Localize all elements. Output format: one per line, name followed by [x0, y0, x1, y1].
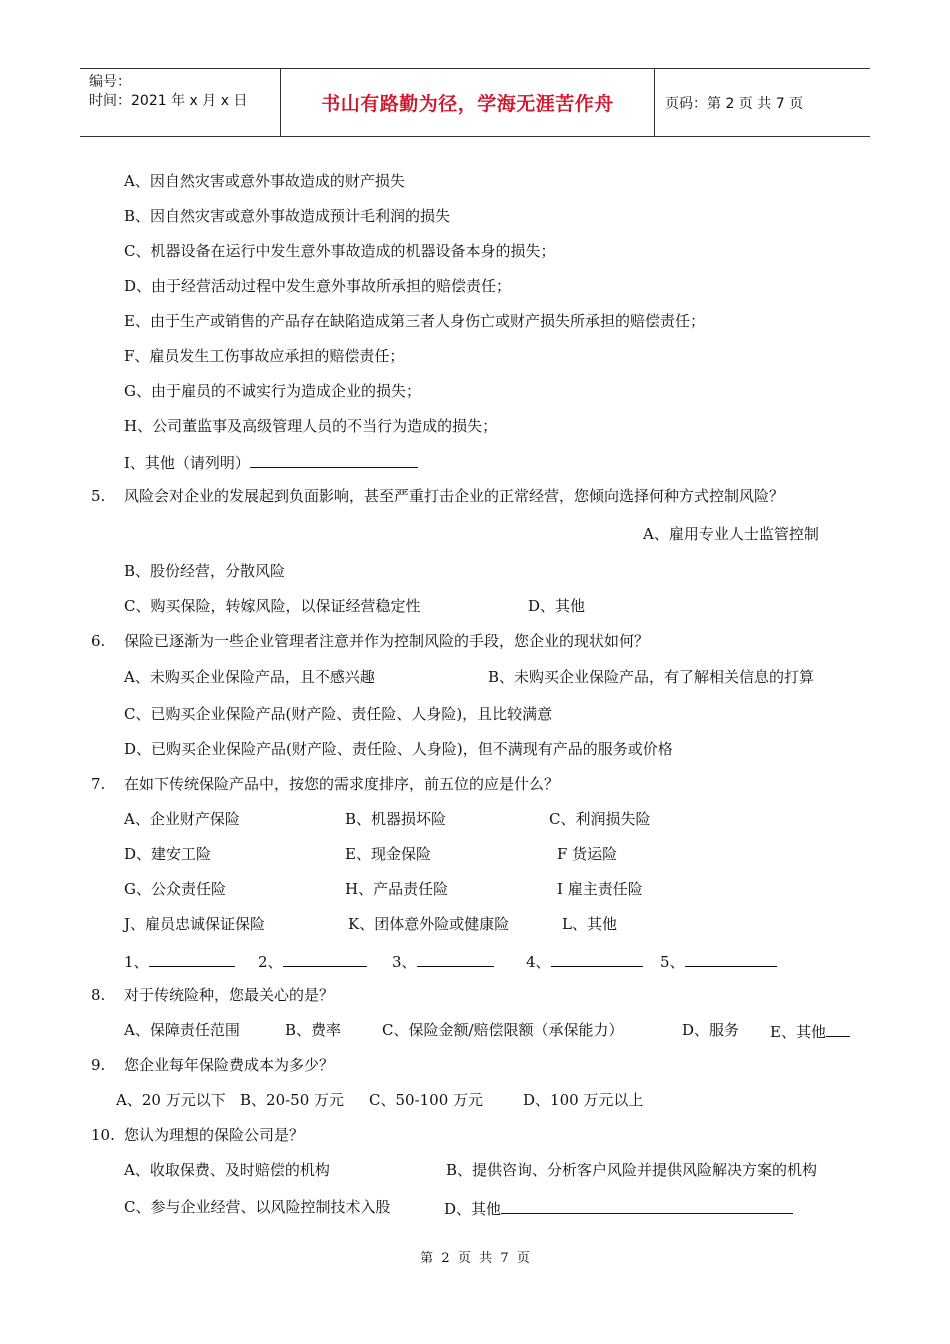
rank-label: 1、 [124, 953, 149, 971]
q10-option-a: A、收取保费、及时赔偿的机构 [124, 1161, 330, 1179]
page-header [80, 68, 870, 137]
q7-rank-1 [124, 950, 235, 972]
q6-option-a: A、未购买企业保险产品，且不感兴趣 [124, 668, 375, 686]
q9-text: 您企业每年保险费成本为多少？ [124, 1056, 335, 1074]
rank-label: 2、 [258, 953, 283, 971]
q10-number: 10. [91, 1126, 115, 1144]
q7-rank-3 [392, 950, 494, 972]
rank-2-blank[interactable] [283, 950, 367, 967]
q4-option-b: B、因自然灾害或意外事故造成预计毛利润的损失 [124, 207, 451, 225]
q8-option-d: D、服务 [682, 1021, 740, 1039]
rank-label: 3、 [392, 953, 417, 971]
header-page-label: 页码：第 2 页 共 7 页 [665, 95, 804, 112]
q6-number: 6. [91, 632, 106, 650]
q4-option-i-row [124, 451, 418, 473]
q8-option-c: C、保险金额/赔偿限额（承保能力） [382, 1021, 624, 1039]
q8-number: 8. [91, 986, 106, 1004]
q8-option-a: A、保障责任范围 [124, 1021, 240, 1039]
q8-option-e: E、其他 [770, 1023, 826, 1041]
q10-text: 您认为理想的保险公司是？ [124, 1126, 305, 1144]
q7-option-j: J、雇员忠诚保证保险 [124, 915, 266, 933]
q4-option-g: G、由于雇员的不诚实行为造成企业的损失； [124, 382, 421, 400]
q4-option-f: F、雇员发生工伤事故应承担的赔偿责任； [124, 347, 405, 365]
number-label: 编号： [89, 74, 131, 90]
q9-number: 9. [91, 1056, 106, 1074]
q5-option-d: D、其他 [528, 597, 586, 615]
q5-number: 5. [91, 487, 106, 505]
q7-option-d: D、建安工险 [124, 845, 212, 863]
q7-option-f: F 货运险 [557, 845, 618, 863]
q10-option-c: C、参与企业经营、以风险控制技术入股 [124, 1198, 391, 1216]
q4-option-c: C、机器设备在运行中发生意外事故造成的机器设备本身的损失； [124, 242, 556, 260]
q10-option-d: D、其他 [444, 1200, 502, 1218]
q7-rank-4 [526, 950, 643, 972]
rank-3-blank[interactable] [417, 950, 494, 967]
q7-option-k: K、团体意外险或健康险 [348, 915, 510, 933]
q8-option-e-row [770, 1020, 850, 1042]
q9-option-c: C、50-100 万元 [369, 1091, 484, 1109]
q8-option-b: B、费率 [285, 1021, 342, 1039]
q5-option-b: B、股份经营，分散风险 [124, 562, 286, 580]
q7-option-h: H、产品责任险 [345, 880, 449, 898]
q7-option-g: G、公众责任险 [124, 880, 226, 898]
q8-other-blank[interactable] [826, 1020, 850, 1037]
q7-option-b: B、机器损坏险 [345, 810, 447, 828]
q7-option-e: E、现金保险 [345, 845, 431, 863]
q7-option-i: I 雇主责任险 [557, 880, 643, 898]
rank-label: 5、 [660, 953, 685, 971]
q10-option-d-row [444, 1197, 793, 1219]
q4-other-blank[interactable] [250, 451, 418, 468]
q9-option-d: D、100 万元以上 [523, 1091, 644, 1109]
q4-option-e: E、由于生产或销售的产品存在缺陷造成第三者人身伤亡或财产损失所承担的赔偿责任； [124, 312, 705, 330]
q6-option-c: C、已购买企业保险产品(财产险、责任险、人身险)，且比较满意 [124, 705, 553, 723]
q7-rank-2 [258, 950, 367, 972]
q6-text: 保险已逐渐为一些企业管理者注意并作为控制风险的手段，您企业的现状如何？ [124, 632, 650, 650]
q5-option-c: C、购买保险，转嫁风险，以保证经营稳定性 [124, 597, 421, 615]
header-motto: 书山有路勤为径，学海无涯苦作舟 [281, 69, 655, 136]
q4-option-h: H、公司董监事及高级管理人员的不当行为造成的损失； [124, 417, 498, 435]
page-footer: 第 2 页 共 7 页 [420, 1251, 530, 1266]
q4-option-d: D、由于经营活动过程中发生意外事故所承担的赔偿责任； [124, 277, 512, 295]
q10-other-blank[interactable] [501, 1197, 793, 1214]
q7-option-c: C、利润损失险 [549, 810, 651, 828]
q4-option-i: I、其他（请列明） [124, 454, 250, 472]
q4-option-a: A、因自然灾害或意外事故造成的财产损失 [124, 172, 405, 190]
q6-option-d: D、已购买企业保险产品(财产险、责任险、人身险)，但不满现有产品的服务或价格 [124, 740, 673, 758]
rank-1-blank[interactable] [149, 950, 235, 967]
q7-option-l: L、其他 [562, 915, 617, 933]
q8-text: 对于传统险种，您最关心的是？ [124, 986, 335, 1004]
q5-text: 风险会对企业的发展起到负面影响，甚至严重打击企业的正常经营，您倾向选择何种方式控制风险？ [124, 487, 785, 505]
q9-option-a: A、20 万元以下 [116, 1091, 226, 1109]
q5-option-a: A、雇用专业人士监管控制 [643, 525, 819, 543]
rank-4-blank[interactable] [551, 950, 643, 967]
q7-number: 7. [91, 775, 106, 793]
q6-option-b: B、未购买企业保险产品，有了解相关信息的打算 [488, 668, 815, 686]
q7-rank-5 [660, 950, 777, 972]
rank-5-blank[interactable] [685, 950, 777, 967]
q7-text: 在如下传统保险产品中，按您的需求度排序，前五位的应是什么？ [124, 775, 560, 793]
q7-option-a: A、企业财产保险 [124, 810, 240, 828]
q9-option-b: B、20-50 万元 [240, 1091, 345, 1109]
rank-label: 4、 [526, 953, 551, 971]
time-label: 时间：2021 年 x 月 x 日 [89, 93, 248, 109]
q10-option-b: B、提供咨询、分析客户风险并提供风险解决方案的机构 [446, 1161, 818, 1179]
header-meta [80, 69, 281, 136]
